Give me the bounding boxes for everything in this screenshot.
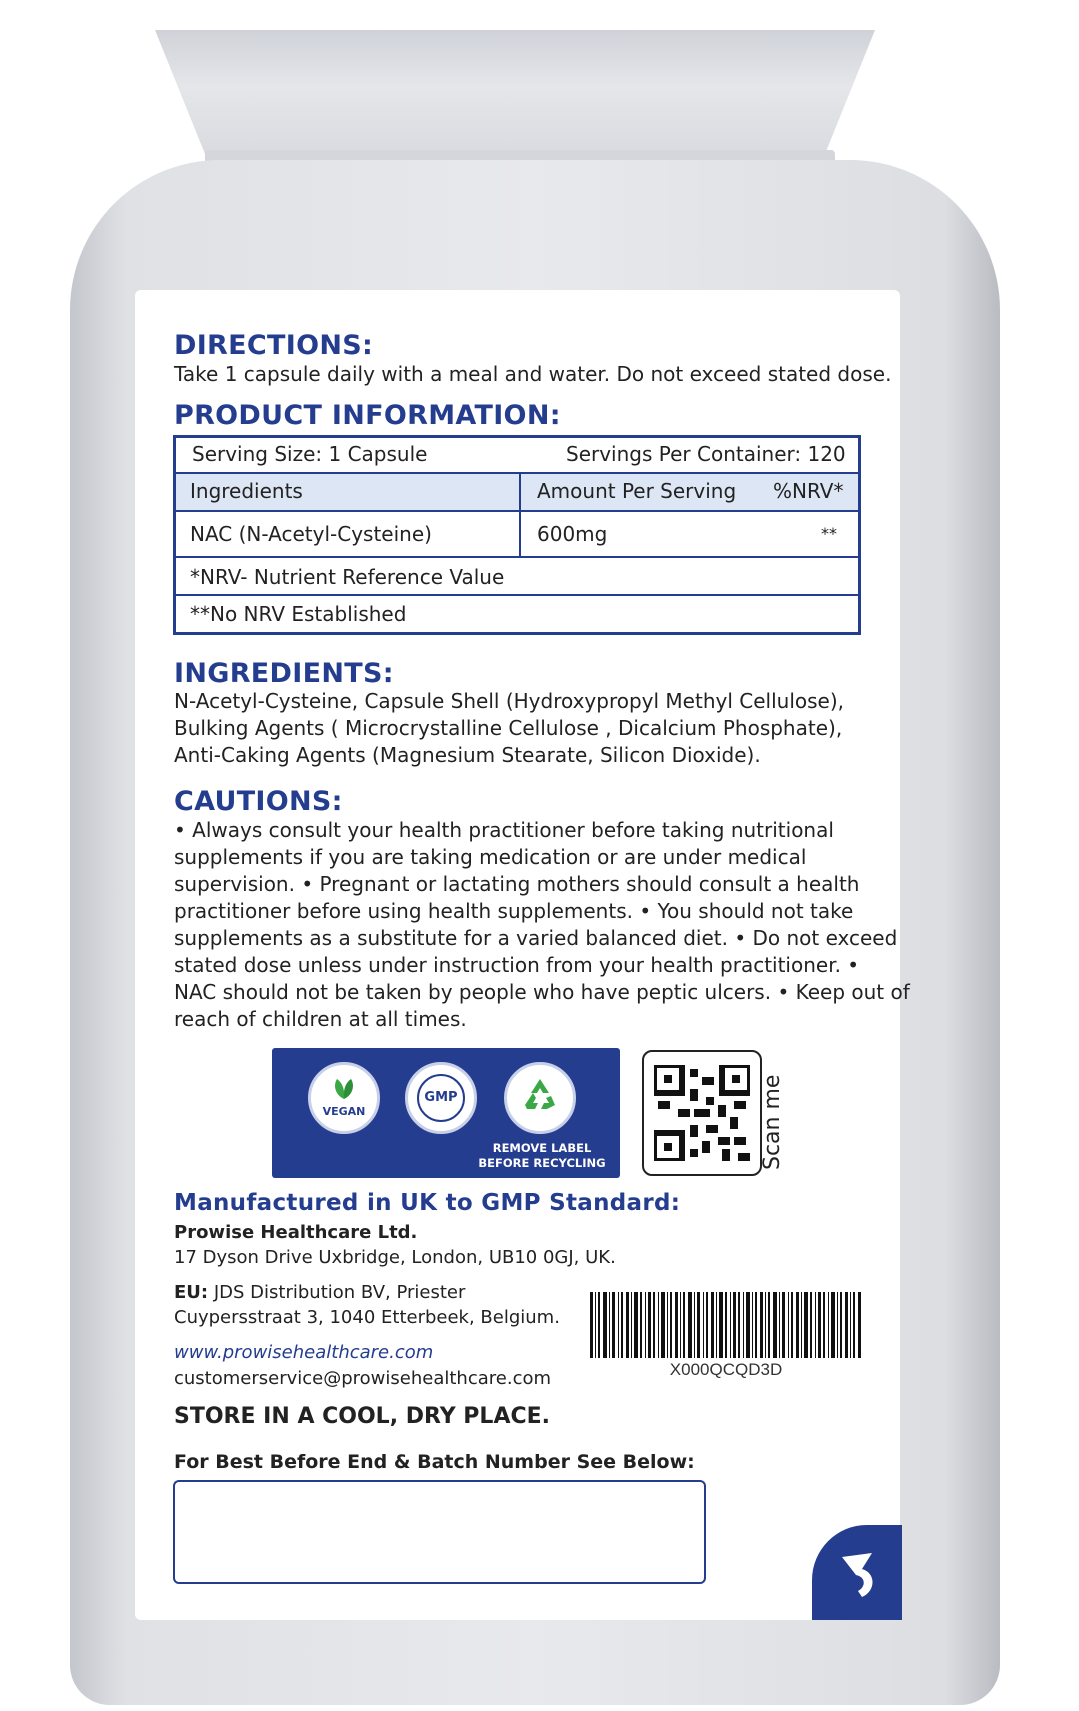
scan-me-label: Scan me [760, 1074, 785, 1170]
barcode-number: X000QCQD3D [669, 1360, 783, 1379]
ingredient-nrv: ** [821, 524, 837, 543]
table-row [176, 438, 858, 474]
nutrition-table [173, 435, 861, 635]
gmp-label: GMP [424, 1090, 458, 1105]
vegan-leaf-icon [308, 1062, 380, 1134]
barcode-icon [590, 1292, 862, 1358]
ingredients-line: N-Acetyl-Cysteine, Capsule Shell (Hydroxypropyl Methyl Cellulose), [174, 689, 844, 713]
table-divider [519, 474, 521, 558]
bottle-lid [155, 30, 875, 155]
recycle-line-2: BEFORE RECYCLING [478, 1156, 606, 1170]
certification-badges [272, 1048, 620, 1178]
table-row [176, 558, 858, 596]
qr-code-icon[interactable] [642, 1050, 762, 1176]
batch-label: For Best Before End & Batch Number See Below: [174, 1451, 695, 1473]
ingredients-line: Anti-Caking Agents (Magnesium Stearate, Silicon Dioxide). [174, 743, 761, 767]
cautions-line: supplements as a substitute for a varied balanced diet. • Do not exceed [174, 926, 898, 950]
cautions-line: stated dose unless under instruction from your health practitioner. • [174, 953, 860, 977]
cautions-heading: CAUTIONS: [174, 786, 343, 817]
cautions-line: practitioner before using health supplements. • You should not take [174, 899, 854, 923]
directions-text: Take 1 capsule daily with a meal and water. Do not exceed stated dose. [174, 362, 892, 386]
nrv-footnote: *NRV- Nutrient Reference Value [190, 565, 505, 589]
col-nrv: %NRV* [773, 479, 844, 503]
vegan-label: VEGAN [322, 1105, 366, 1118]
company-name: Prowise Healthcare Ltd. [174, 1222, 418, 1243]
table-header-row [176, 474, 858, 512]
eu-address-line-2: Cuypersstraat 3, 1040 Etterbeek, Belgium. [174, 1307, 560, 1328]
cautions-line: supplements if you are taking medication or are under medical [174, 845, 807, 869]
eu-address-text: JDS Distribution BV, Priester [208, 1282, 466, 1303]
storage-instructions: STORE IN A COOL, DRY PLACE. [174, 1404, 550, 1429]
website-link[interactable]: www.prowisehealthcare.com [174, 1342, 434, 1363]
no-nrv-footnote: **No NRV Established [190, 602, 407, 626]
gmp-seal-icon [405, 1062, 477, 1134]
recycle-line-1: REMOVE LABEL [492, 1141, 592, 1155]
ingredients-heading: INGREDIENTS: [174, 658, 394, 689]
company-address: 17 Dyson Drive Uxbridge, London, UB10 0GJ, UK. [174, 1247, 616, 1268]
cautions-line: reach of children at all times. [174, 1007, 467, 1031]
recycle-text [467, 1141, 617, 1171]
ingredient-name: NAC (N-Acetyl-Cysteine) [190, 522, 432, 546]
cautions-line: supervision. • Pregnant or lactating mothers should consult a health [174, 872, 860, 896]
eu-address-line-1 [174, 1279, 465, 1306]
col-amount: Amount Per Serving [537, 479, 737, 503]
email-link[interactable]: customerservice@prowisehealthcare.com [174, 1368, 552, 1389]
cautions-line: • Always consult your health practitioner before taking nutritional [174, 818, 834, 842]
product-info-heading: PRODUCT INFORMATION: [174, 400, 561, 431]
col-ingredients: Ingredients [190, 479, 303, 503]
recycle-icon [504, 1062, 576, 1134]
batch-number-box [173, 1480, 706, 1584]
ingredient-amount: 600mg [537, 522, 608, 546]
manufacturer-heading: Manufactured in UK to GMP Standard: [174, 1190, 681, 1216]
serving-size: Serving Size: 1 Capsule [192, 442, 428, 466]
cautions-line: NAC should not be taken by people who have peptic ulcers. • Keep out of [174, 980, 910, 1004]
directions-heading: DIRECTIONS: [174, 330, 374, 361]
table-row [176, 596, 858, 632]
ingredients-line: Bulking Agents ( Microcrystalline Cellulose , Dicalcium Phosphate), [174, 716, 843, 740]
eu-label: EU: [174, 1282, 209, 1303]
servings-per-container: Servings Per Container: 120 [566, 442, 846, 466]
table-row [176, 512, 858, 558]
